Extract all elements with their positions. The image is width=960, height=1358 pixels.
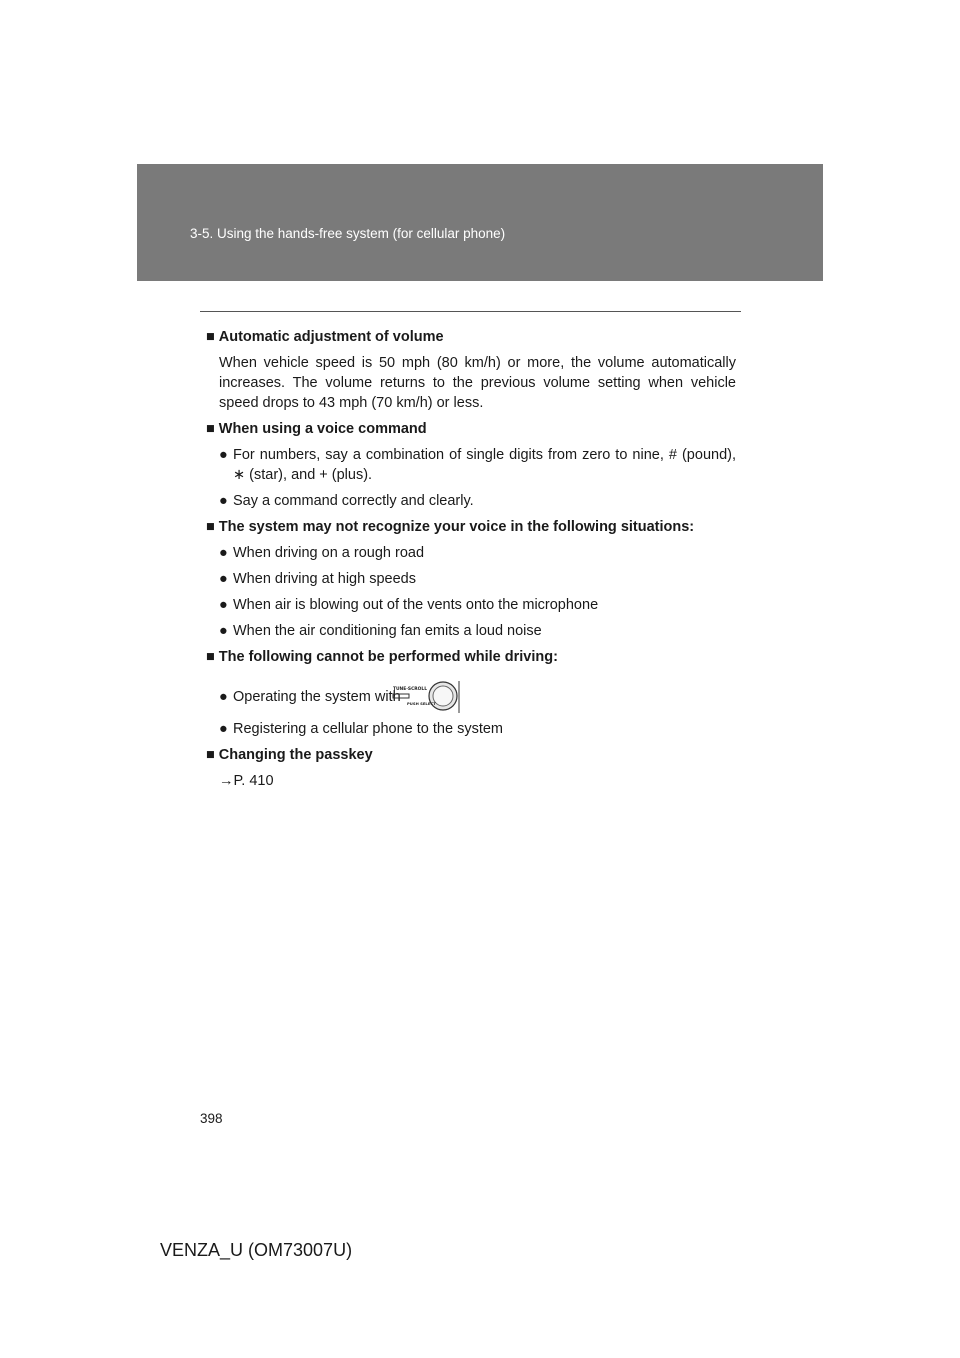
section-recognition (206, 517, 736, 641)
tune-scroll-knob-drawing (391, 681, 461, 713)
square-bullet-icon: ■ (206, 649, 215, 665)
bullet-dot-icon: ● (219, 721, 228, 737)
heading-passkey: ■ Changing the passkey (206, 747, 373, 763)
section-passkey (206, 745, 736, 791)
list-item: ● When the air conditioning fan emits a loud noise (219, 623, 542, 639)
bullet-dot-icon: ● (219, 597, 228, 613)
top-divider (200, 311, 741, 312)
page-reference-link[interactable]: →P. 410 (219, 773, 274, 789)
section-volume (206, 327, 736, 413)
page-content (206, 327, 736, 797)
bullet-dot-icon: ● (219, 623, 228, 639)
heading-voice-command: ■ When using a voice command (206, 421, 427, 437)
bullet-dot-icon: ● (219, 545, 228, 561)
section-title: 3-5. Using the hands-free system (for cellular phone) (190, 226, 506, 241)
list-item: ● When driving at high speeds (219, 571, 416, 587)
section-driving-restrictions (206, 647, 736, 739)
heading-volume: ■ Automatic adjustment of volume (206, 329, 444, 345)
volume-paragraph: When vehicle speed is 50 mph (80 km/h) or more, the volume automatically increases. The volume returns to the previous volume setting when vehicle speed drops to 43 mph (70 km/h) or less. (219, 355, 736, 411)
square-bullet-icon: ■ (206, 519, 215, 535)
list-item: ● When driving on a rough road (219, 545, 425, 561)
square-bullet-icon: ■ (206, 421, 215, 437)
knob-bottom-label: PUSH SELECT (406, 701, 436, 706)
knob-top-label: TUNE·SCROLL (392, 687, 427, 692)
square-bullet-icon: ■ (206, 747, 215, 763)
heading-recognition: ■ The system may not recognize your voice in the following situations: (206, 519, 695, 535)
header-band (137, 164, 823, 281)
bullet-dot-icon: ● (219, 447, 228, 463)
bullet-dot-icon: ● (219, 571, 228, 587)
list-item: ● Say a command correctly and clearly. (219, 493, 474, 509)
document-code: VENZA_U (OM73007U) (160, 1240, 353, 1260)
bullet-dot-icon: ● (219, 493, 228, 509)
square-bullet-icon: ■ (206, 329, 215, 345)
tune-scroll-knob-icon (392, 681, 475, 713)
page-number: 398 (200, 1111, 223, 1126)
bullet-dot-icon: ● (219, 688, 228, 705)
list-item: ● When air is blowing out of the vents onto the microphone (219, 597, 599, 613)
list-item: ● Operating the system with TUNE·SCROLL PUSH SELECT (219, 681, 736, 713)
list-item: ● For numbers, say a combination of single digits from zero to nine, # (pound), ∗ (star), and + (plus). (219, 447, 736, 483)
section-voice-command (206, 419, 736, 511)
list-item: ● Registering a cellular phone to the system (219, 721, 504, 737)
heading-driving-restrictions: ■ The following cannot be performed while driving: (206, 649, 558, 665)
